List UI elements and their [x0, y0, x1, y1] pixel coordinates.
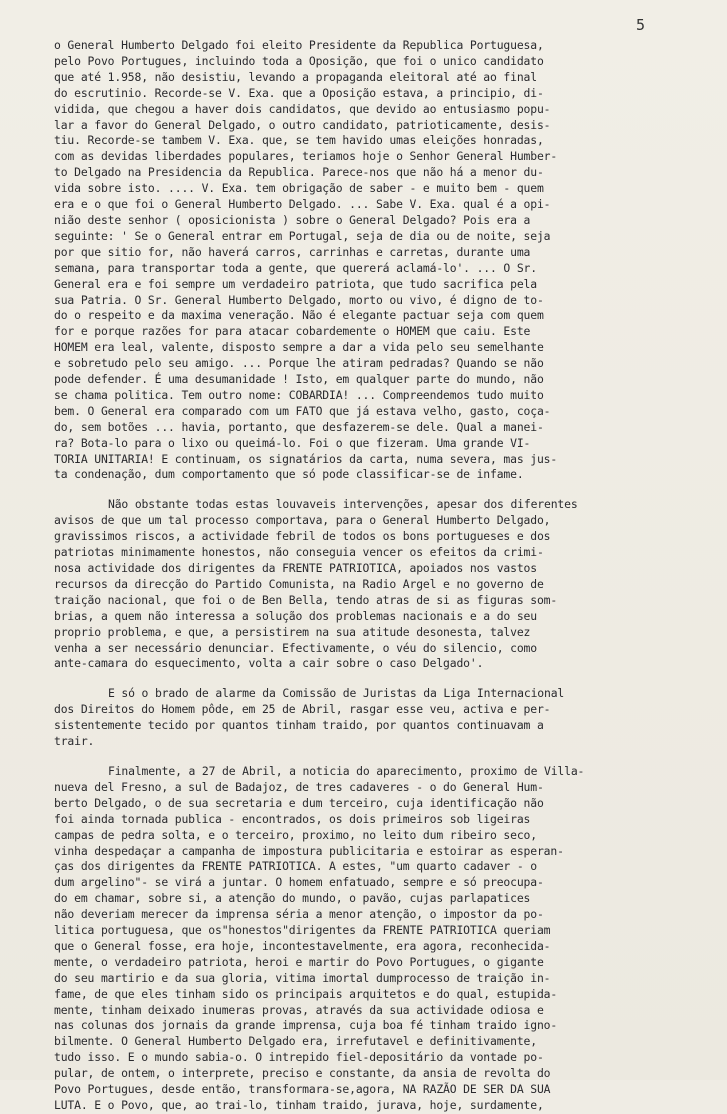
text-line: nueva del Fresno, a sul de Badajoz, de tres cadaveres - o do General Hum-: [54, 779, 544, 794]
text-line: ças dos dirigentes da FRENTE PATRIOTICA. A estes, "um quarto cadaver - o: [54, 859, 537, 874]
text-line: do, sem botões ... havia, portanto, que desfazerem-se dele. Qual a manei-: [54, 419, 544, 434]
text-line: sua Patria. O Sr. General Humberto Delgado, morto ou vivo, é digno de to-: [54, 292, 544, 307]
text-line: bilmente. O General Humberto Delgado era, irrefutavel e definitivamente,: [54, 1034, 537, 1049]
text-line: litica portuguesa, que os"honestos"dirigentes da FRENTE PATRIOTICA queriam: [54, 923, 551, 938]
text-line: o General Humberto Delgado foi eleito Presidente da Republica Portuguesa,: [54, 38, 544, 52]
text-line: seguinte: ' Se o General entrar em Portugal, seja de dia ou de noite, seja: [54, 228, 551, 243]
paragraph-3: [54, 686, 684, 750]
text-line: Não obstante todas estas louvaveis intervenções, apesar dos diferentes: [108, 497, 578, 512]
text-line: for e porque razões for para atacar cobardemente o HOMEM que caiu. Este: [54, 324, 531, 339]
text-line: ra? Bota-lo para o lixo ou queimá-lo. Foi o que fizeram. Uma grande VI-: [54, 435, 531, 450]
text-line: pular, de ontem, o interprete, preciso e constante, da ansia de revolta do: [54, 1066, 551, 1081]
text-line: pelo Povo Portugues, incluindo toda a Oposição, que foi o unico candidato: [54, 53, 544, 68]
text-line: brias, a quem não interessa a solução dos problemas nacionais e a do seu: [54, 608, 537, 623]
text-line: LUTA. E o Povo, que, ao trai-lo, tinham traido, jurava, hoje, surdamente,: [54, 1098, 544, 1112]
text-line: bem. O General era comparado com um FATO que já estava velho, gasto, coça-: [54, 403, 551, 418]
text-line: vida sobre isto. .... V. Exa. tem obrigação de saber - e muito bem - quem: [54, 181, 544, 196]
text-line: semana, para transportar toda a gente, que quererá aclamá-lo'. ... O Sr.: [54, 260, 537, 275]
page-number: 5: [636, 16, 646, 34]
text-line: E só o brado de alarme da Comissão de Juristas da Liga Internacional: [108, 686, 565, 701]
text-line: do em chamar, sobre si, a atenção do mundo, o pavão, cujas parlapatices: [54, 891, 531, 906]
paragraph-1: [54, 38, 684, 483]
paragraph-4: [54, 764, 684, 1114]
text-line: do seu martirio e da sua gloria, vitima imortal dumprocesso de traição in-: [54, 970, 551, 985]
text-line: foi ainda tornada publica - encontrados, os dois primeiros sob ligeiras: [54, 811, 531, 826]
text-line: General era e foi sempre um verdadeiro patriota, que tudo sacrifica pela: [54, 276, 537, 291]
text-line: trair.: [54, 734, 95, 749]
text-line: do o respeito e da maxima veneração. Não é elegante pactuar seja com quem: [54, 308, 544, 323]
text-line: que até 1.958, não desistiu, levando a propaganda eleitoral até ao final: [54, 69, 537, 84]
text-line: nosa actividade dos dirigentes da FRENTE PATRIOTICA, apoiados nos vastos: [54, 561, 537, 575]
text-line: dum argelino"- se virá a juntar. O homem enfatuado, sempre e só preocupa-: [54, 875, 544, 890]
text-line: ta condenação, dum comportamento que só pode classificar-se de infame.: [54, 467, 524, 482]
text-line: se chama politica. Tem outro nome: COBARDIA! ... Compreendemos tudo muito: [54, 387, 544, 402]
text-line: vidida, que chegou a haver dois candidatos, que devido ao entusiasmo popu-: [54, 101, 551, 116]
text-line: avisos de que um tal processo comportava, para o General Humberto Delgado,: [54, 513, 551, 528]
text-line: Finalmente, a 27 de Abril, a noticia do aparecimento, proximo de Villa-: [108, 763, 585, 778]
text-line: que o General fosse, era hoje, incontestavelmente, era agora, reconhecida-: [54, 938, 551, 953]
text-line: to Delgado na Presidencia da Republica. Parece-nos que não há a menor du-: [54, 165, 544, 180]
document-body: [54, 38, 684, 1114]
text-line: lar a favor do General Delgado, o outro candidato, patrioticamente, desis-: [54, 117, 551, 132]
paragraph-2: [54, 497, 684, 672]
text-line: nas colunas dos jornais da grande imprensa, cuja boa fé tinham traido igno-: [54, 1018, 558, 1033]
text-line: mente, o verdadeiro patriota, heroi e martir do Povo Portugues, o gigante: [54, 954, 544, 969]
text-line: HOMEM era leal, valente, disposto sempre a dar a vida pelo seu semelhante: [54, 340, 544, 355]
text-line: pode defender. É uma desumanidade ! Isto, em qualquer parte do mundo, não: [54, 372, 544, 387]
text-line: berto Delgado, o de sua secretaria e dum terceiro, cuja identificação não: [54, 795, 544, 810]
text-line: do escrutinio. Recorde-se V. Exa. que a Oposição estava, a principio, di-: [54, 85, 544, 100]
text-line: não deveriam merecer da imprensa séria a menor atenção, o impostor da po-: [54, 907, 544, 922]
text-line: ante-camara do esquecimento, volta a cair sobre o caso Delgado'.: [54, 656, 484, 671]
text-line: era e o que foi o General Humberto Delgado. ... Sabe V. Exa. qual é a opi-: [54, 197, 551, 212]
text-line: venha a ser necessário denunciar. Efectivamente, o véu do silencio, como: [54, 640, 537, 655]
text-line: recursos da direcção do Partido Comunista, na Radio Argel e no governo de: [54, 576, 544, 591]
text-line: por que sitio for, não haverá carros, carrinhas e carretas, durante uma: [54, 244, 531, 259]
text-line: gravissimos riscos, a actividade febril de todos os bons portugueses e dos: [54, 529, 551, 544]
text-line: fame, de que eles tinham sido os principais arquitetos e do qual, estupida-: [54, 986, 558, 1001]
text-line: vinha despedaçar a campanha de impostura publicitaria e estoirar as esperan-: [54, 843, 564, 858]
text-line: com as devidas liberdades populares, teriamos hoje o Senhor General Humber-: [54, 149, 558, 164]
text-line: Povo Portugues, desde então, transformara-se,agora, NA RAZÃO DE SER DA SUA: [54, 1082, 551, 1097]
text-line: sistentemente tecido por quantos tinham traido, por quantos continuavam a: [54, 718, 544, 733]
text-line: patriotas minimamente honestos, não conseguia vencer os efeitos da crimi-: [54, 545, 544, 560]
text-line: campas de pedra solta, e o terceiro, proximo, no leito dum ribeiro seco,: [54, 827, 537, 842]
text-line: proprio problema, e que, a persistirem na sua atitude desonesta, talvez: [54, 624, 531, 639]
text-line: tiu. Recorde-se tambem V. Exa. que, se tem havido umas eleições honradas,: [54, 133, 544, 148]
text-line: e sobretudo pelo seu amigo. ... Porque lhe atiram pedradas? Quando se não: [54, 356, 544, 371]
text-line: nião deste senhor ( oposicionista ) sobre o General Delgado? Pois era a: [54, 212, 531, 227]
text-line: traição nacional, que foi o de Ben Bella, tendo atras de si as figuras som-: [54, 592, 558, 607]
text-line: mente, tinham deixado inumeras provas, através da sua actividade odiosa e: [54, 1002, 544, 1017]
text-line: tudo isso. E o mundo sabia-o. O intrepido fiel-depositário da vontade po-: [54, 1050, 544, 1065]
text-line: TORIA UNITARIA! E continuam, os signatários da carta, numa severa, mas jus-: [54, 451, 558, 466]
text-line: dos Direitos do Homem pôde, em 25 de Abril, rasgar esse veu, activa e per-: [54, 702, 551, 717]
